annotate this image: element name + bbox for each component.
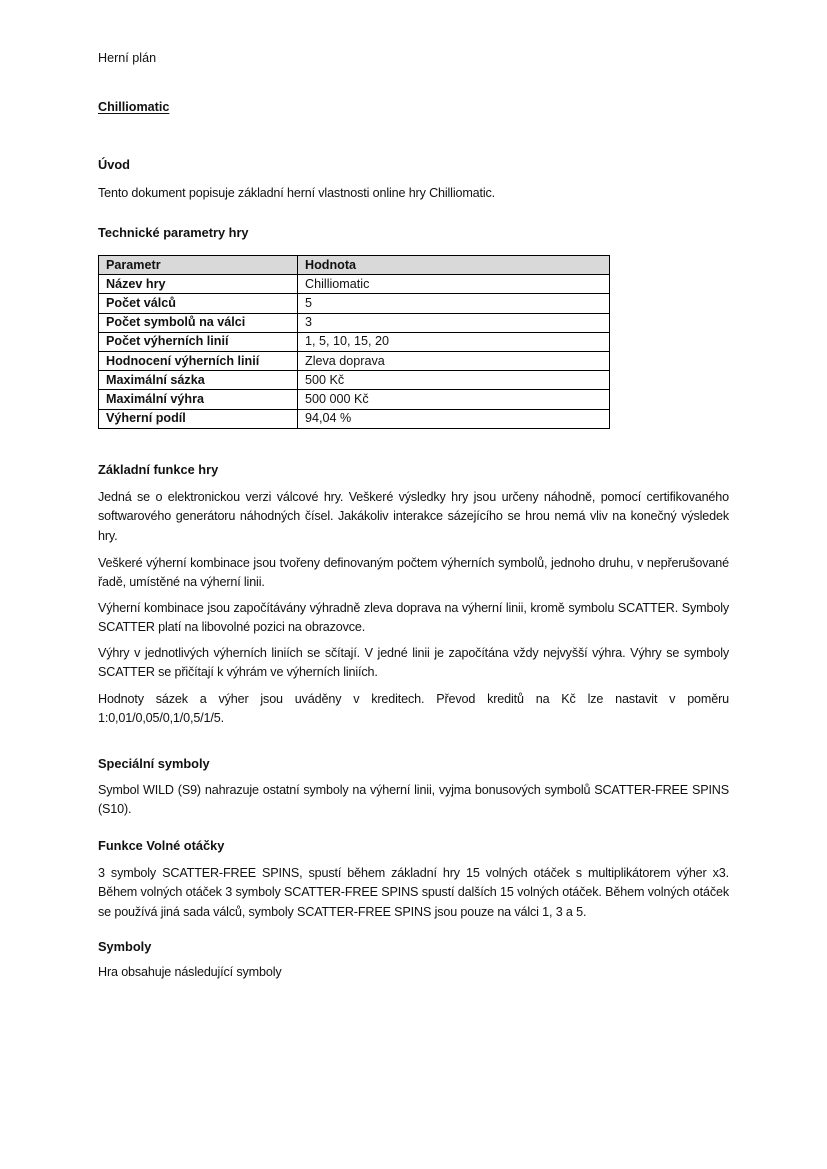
param-value: 500 000 Kč xyxy=(298,390,610,409)
table-row xyxy=(99,371,610,390)
param-value: 3 xyxy=(298,313,610,332)
table-row xyxy=(99,313,610,332)
free-spins-heading: Funkce Volné otáčky xyxy=(98,838,225,853)
param-name: Maximální sázka xyxy=(99,371,298,390)
table-row xyxy=(99,390,610,409)
basic-paragraph-5: Hodnoty sázek a výher jsou uváděny v kreditech. Převod kreditů na Kč lze nastavit v poměru 1:0,01/0,05/0,1/0,5/1/5. xyxy=(98,692,729,726)
param-name: Počet válců xyxy=(99,294,298,313)
param-value: 5 xyxy=(298,294,610,313)
free-spins-text: 3 symboly SCATTER-FREE SPINS, spustí během základní hry 15 volných otáček s multiplikátorem výher x3. Během volných otáček 3 symboly SCATTER-FREE SPINS spustí dalších 15 volných otáček. Během volných otáček se používá jiná sada válců, symboly SCATTER-FREE SPINS jsou pouze na válci 1, 3 a 5. xyxy=(98,866,729,919)
symbols-text: Hra obsahuje následující symboly xyxy=(98,965,282,979)
basic-functions-heading: Základní funkce hry xyxy=(98,462,219,477)
tech-params-table xyxy=(98,255,610,429)
basic-paragraph-2: Veškeré výherní kombinace jsou tvořeny definovaným počtem výherních symbolů, jednoho druhu, v nepřerušované řadě, umístěné na výherní linii. xyxy=(98,556,729,590)
intro-text: Tento dokument popisuje základní herní vlastnosti online hry Chilliomatic. xyxy=(98,186,496,200)
param-value: Zleva doprava xyxy=(298,351,610,370)
basic-paragraph-3: Výherní kombinace jsou započítávány výhradně zleva doprava na výherní linii, kromě symbolu SCATTER. Symboly SCATTER platí na libovolné pozici na obrazovce. xyxy=(98,601,729,635)
symbols-heading: Symboly xyxy=(98,939,152,954)
param-value: 500 Kč xyxy=(298,371,610,390)
table-row xyxy=(99,294,610,313)
special-symbols-text: Symbol WILD (S9) nahrazuje ostatní symboly na výherní linii, vyjma bonusových symbolů SCATTER-FREE SPINS (S10). xyxy=(98,783,729,817)
column-header-parametr: Parametr xyxy=(99,256,298,275)
table-row xyxy=(99,332,610,351)
param-name: Hodnocení výherních linií xyxy=(99,351,298,370)
table-row xyxy=(99,409,610,428)
column-header-hodnota: Hodnota xyxy=(298,256,610,275)
param-name: Maximální výhra xyxy=(99,390,298,409)
param-name: Název hry xyxy=(99,275,298,294)
document-header: Herní plán xyxy=(98,51,157,65)
param-value: Chilliomatic xyxy=(298,275,610,294)
param-name: Počet výherních linií xyxy=(99,332,298,351)
game-title: Chilliomatic xyxy=(98,100,170,114)
intro-heading: Úvod xyxy=(98,157,130,172)
param-name: Výherní podíl xyxy=(99,409,298,428)
basic-paragraph-1: Jedná se o elektronickou verzi válcové hry. Veškeré výsledky hry jsou určeny náhodně, pomocí certifikovaného softwarového generátoru náhodných čísel. Jakákoliv interakce sázejícího se hrou nemá vliv na konečný výsledek hry. xyxy=(98,490,729,543)
table-row xyxy=(99,275,610,294)
special-symbols-heading: Speciální symboly xyxy=(98,756,210,771)
param-value: 94,04 % xyxy=(298,409,610,428)
param-name: Počet symbolů na válci xyxy=(99,313,298,332)
basic-paragraph-4: Výhry v jednotlivých výherních liniích se sčítají. V jedné linii je započítána vždy nejvyšší výhra. Výhry se symboly SCATTER se přičítají k výhrám ve výherních liniích. xyxy=(98,646,729,680)
table-row xyxy=(99,351,610,370)
tech-params-heading: Technické parametry hry xyxy=(98,225,249,240)
param-value: 1, 5, 10, 15, 20 xyxy=(298,332,610,351)
table-header-row xyxy=(99,256,610,275)
